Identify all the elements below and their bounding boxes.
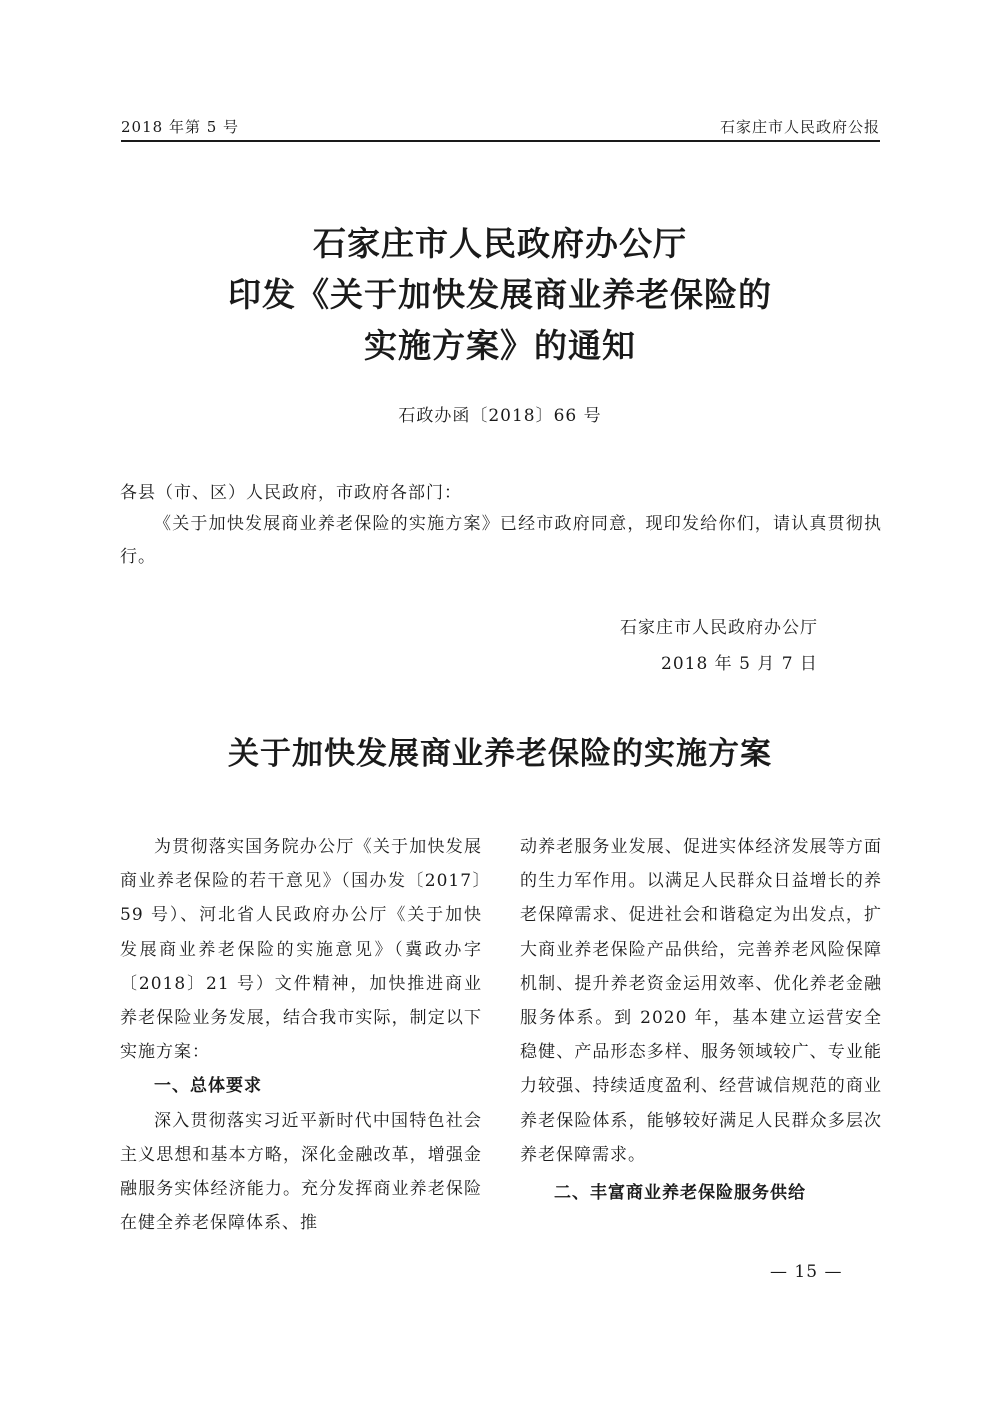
notice-title-line-2: 印发《关于加快发展商业养老保险的 bbox=[228, 275, 772, 314]
section-1-paragraph: 深入贯彻落实习近平新时代中国特色社会主义思想和基本方略，深化金融改革，增强金融服务实体经济能力。充分发挥商业养老保险在健全养老保障体系、推 bbox=[120, 1110, 482, 1234]
section-1-paragraph-continued: 动养老服务业发展、促进实体经济发展等方面的生力军作用。以满足人民群众日益增长的养老保障需求、促进社会和谐稳定为出发点，扩大商业养老保险产品供给，完善养老风险保障机制、提升养老资金运用效率、优化养老金融服务体系。到 2020 年，基本建立运营安全稳健、产品形态多样、服务领域较广、专业能力较强、持续适度盈利、经营诚信规范的商业养老保险体系，能够较好满足人民群众多层次养老保障需求。 bbox=[520, 837, 882, 1165]
plan-intro-paragraph: 为贯彻落实国务院办公厅《关于加快发展商业养老保险的若干意见》（国办发〔2017〕59 号）、河北省人民政府办公厅《关于加快发展商业养老保险的实施意见》（冀政办字〔2018〕21 号）文件精神，加快推进商业养老保险业务发展，结合我市实际，制定以下实施方案： bbox=[120, 837, 482, 1063]
page-header bbox=[121, 114, 880, 142]
signing-date: 2018 年 5 月 7 日 bbox=[661, 654, 818, 674]
section-1-heading: 一、总体要求 bbox=[154, 1076, 262, 1097]
signer-organization: 石家庄市人民政府办公厅 bbox=[620, 618, 818, 638]
issue-label: 2018 年第 5 号 bbox=[121, 118, 240, 136]
notice-title-line-3: 实施方案》的通知 bbox=[364, 326, 636, 365]
page-number: — 15 — bbox=[770, 1262, 843, 1282]
notice-body: 《关于加快发展商业养老保险的实施方案》已经市政府同意，现印发给你们，请认真贯彻执行。 bbox=[120, 514, 882, 567]
left-column bbox=[120, 830, 482, 1240]
notice-title bbox=[120, 218, 880, 371]
salutation: 各县（市、区）人民政府，市政府各部门： bbox=[120, 483, 462, 503]
document-number: 石政办函〔2018〕66 号 bbox=[398, 406, 602, 426]
notice-title-line-1: 石家庄市人民政府办公厅 bbox=[313, 224, 687, 263]
right-column bbox=[520, 830, 882, 1210]
publication-name: 石家庄市人民政府公报 bbox=[719, 118, 880, 136]
plan-title: 关于加快发展商业养老保险的实施方案 bbox=[228, 736, 772, 772]
section-2-heading: 二、丰富商业养老保险服务供给 bbox=[554, 1183, 806, 1204]
